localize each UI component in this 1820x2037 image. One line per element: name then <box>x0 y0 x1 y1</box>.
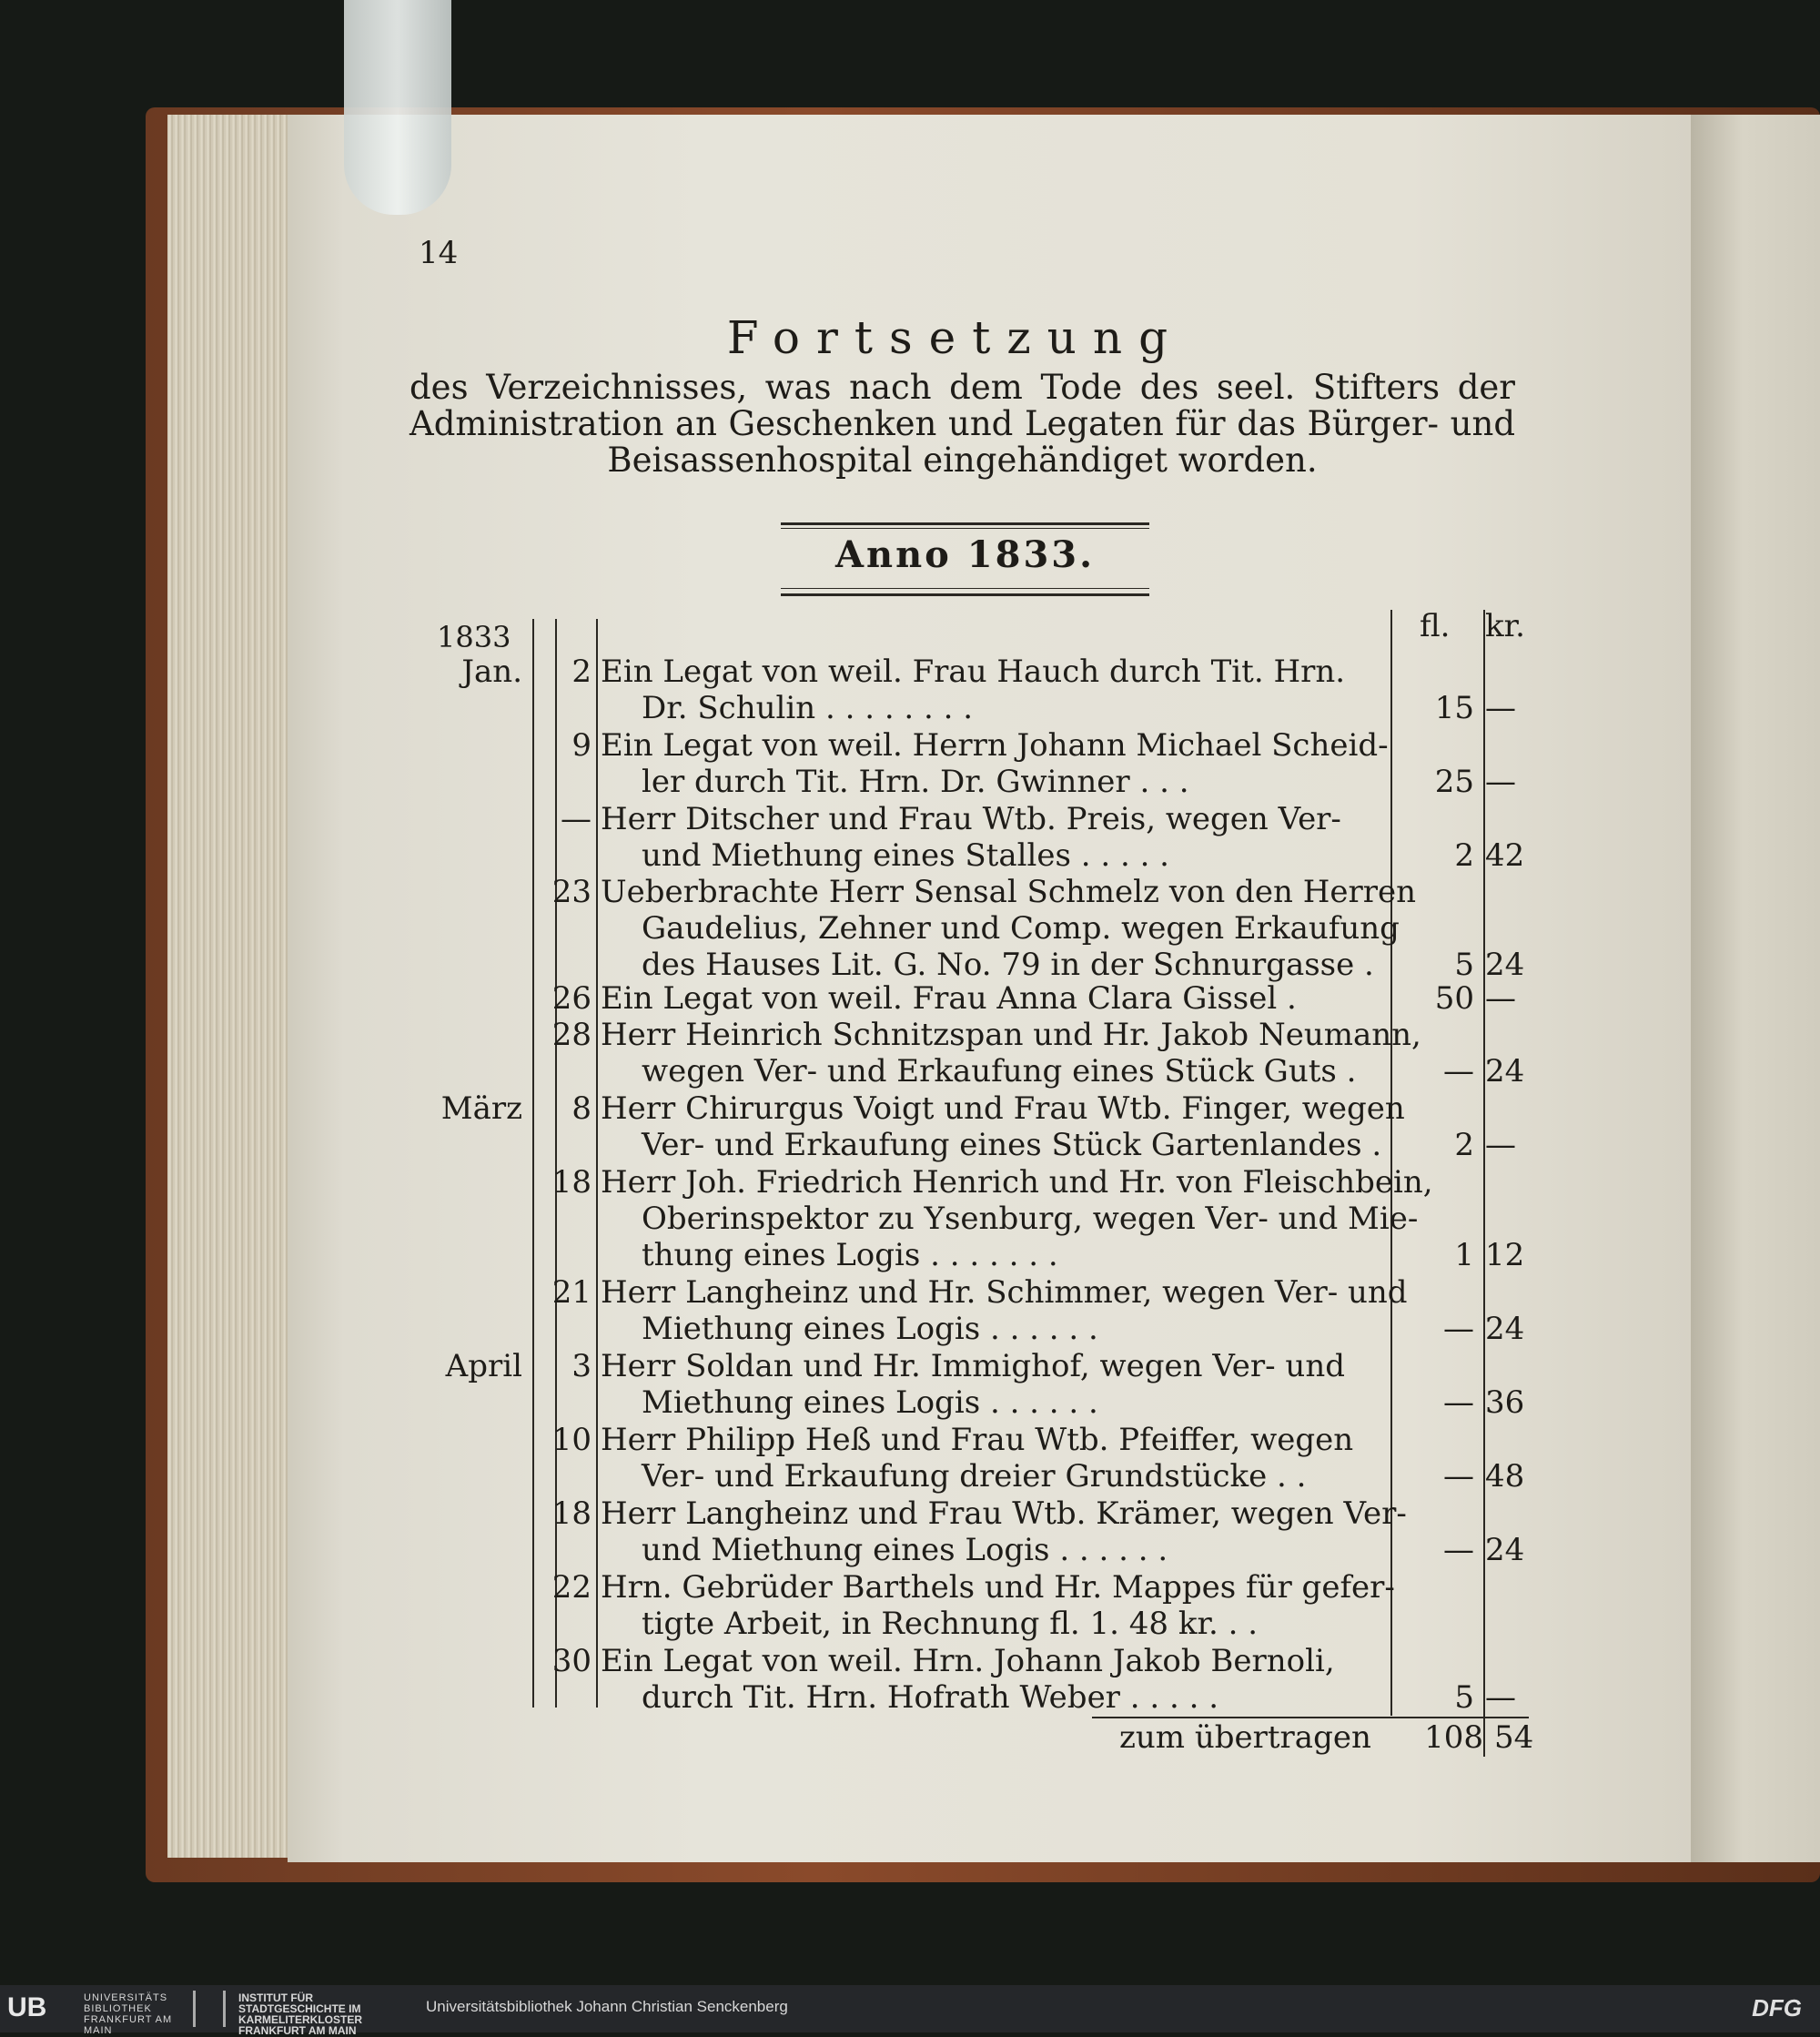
bookmark-clip <box>344 0 451 215</box>
entry-description <box>601 1164 1433 1273</box>
page-edges <box>167 115 304 1858</box>
entry-line: Herr Ditscher und Frau Wtb. Preis, wegen Ver- <box>601 801 1341 837</box>
entry-description <box>601 980 1379 1017</box>
entry-day: 18 <box>551 1164 592 1201</box>
entry-line: Herr Soldan und Hr. Immighof, wegen Ver- und <box>601 1348 1345 1384</box>
entry-line: Ein Legat von weil. Frau Anna Clara Gissel . <box>601 980 1297 1017</box>
entry-day: 10 <box>551 1422 592 1458</box>
entry-fl: 1 <box>1454 1237 1474 1273</box>
heading-rule-bottom-thin <box>781 588 1149 589</box>
carry-forward-kr: 54 <box>1494 1719 1534 1756</box>
entry-day: 9 <box>571 727 592 764</box>
entry-line: ler durch Tit. Hrn. Dr. Gwinner . . . <box>642 764 1189 800</box>
isg-logo-icon <box>193 1991 226 2027</box>
page-subtitle: des Verzeichnisses, was nach dem Tode des seel. Stifters der Administration an Geschenken und Legaten für das Bürger- und Beisassenhospital eingehändiget worden. <box>410 368 1515 480</box>
entry-fl: 2 <box>1454 1127 1474 1163</box>
entry-line: Herr Langheinz und Hr. Schimmer, wegen Ver- und <box>601 1274 1408 1311</box>
entry-line: und Miethung eines Stalles . . . . . <box>642 837 1169 874</box>
entry-fl: — <box>1443 1311 1474 1347</box>
entry-line: Ver- und Erkaufung dreier Grundstücke . . <box>642 1458 1307 1495</box>
entry-kr: 42 <box>1485 837 1525 874</box>
entry-kr: — <box>1485 764 1516 800</box>
entry-description <box>601 874 1416 983</box>
entry-line: Oberinspektor zu Ysenburg, wegen Ver- und Mie- <box>642 1201 1419 1237</box>
entry-line: Ein Legat von weil. Hrn. Johann Jakob Bernoli, <box>601 1643 1335 1679</box>
dfg-logo[interactable]: DFG <box>1752 1994 1802 2022</box>
year-label: 1833 <box>437 620 511 654</box>
entry-description <box>601 1569 1395 1642</box>
entry-line: Miethung eines Logis . . . . . . <box>642 1311 1098 1347</box>
entry-fl: 5 <box>1454 947 1474 983</box>
entry-day: — <box>561 801 592 837</box>
table-line-desc <box>596 619 598 1708</box>
entry-line: Herr Langheinz und Frau Wtb. Krämer, wegen Ver- <box>601 1495 1407 1532</box>
entry-kr: 12 <box>1485 1237 1525 1273</box>
footer-bar <box>0 1985 1820 2037</box>
entry-line: durch Tit. Hrn. Hofrath Weber . . . . . <box>642 1679 1219 1716</box>
institution-name[interactable]: Universitätsbibliothek Johann Christian Senckenberg <box>426 1998 788 2015</box>
page-number: 14 <box>419 235 459 271</box>
carry-forward-label: zum übertragen <box>1119 1719 1371 1756</box>
entry-description <box>601 1422 1379 1495</box>
entry-description <box>601 1017 1421 1089</box>
table-line-month <box>532 619 534 1708</box>
entry-description <box>601 1643 1379 1716</box>
entry-day: 28 <box>551 1017 592 1053</box>
entry-day: 21 <box>551 1274 592 1311</box>
entry-day: 8 <box>571 1090 592 1127</box>
entry-fl: — <box>1443 1053 1474 1089</box>
entry-kr: 36 <box>1485 1384 1525 1421</box>
entry-line: Hrn. Gebrüder Barthels und Hr. Mappes für gefer- <box>601 1569 1395 1606</box>
carry-forward-fl: 108 <box>1424 1719 1483 1756</box>
entry-line: Gaudelius, Zehner und Comp. wegen Erkaufung <box>642 910 1400 947</box>
entry-day: 3 <box>571 1348 592 1384</box>
entry-description <box>601 1090 1405 1163</box>
entry-line: und Miethung eines Logis . . . . . . <box>642 1532 1168 1568</box>
entry-line: thung eines Logis . . . . . . . <box>642 1237 1058 1273</box>
entry-day: 30 <box>551 1643 592 1679</box>
table-sum-rule <box>1092 1717 1529 1718</box>
facing-page-edge <box>1691 115 1820 1862</box>
entry-line: Miethung eines Logis . . . . . . <box>642 1384 1098 1421</box>
heading-rule-top-thin <box>781 528 1149 529</box>
entry-day: 2 <box>571 654 592 690</box>
isg-logo-text[interactable]: INSTITUT FÜR STADTGESCHICHTE IM KARMELITERKLOSTER FRANKFURT AM MAIN <box>238 1991 362 2037</box>
entry-line: Ein Legat von weil. Frau Hauch durch Tit. Hrn. <box>601 654 1346 690</box>
entry-fl: — <box>1443 1532 1474 1568</box>
entry-kr: 24 <box>1485 1311 1525 1347</box>
entry-line: Herr Heinrich Schnitzspan und Hr. Jakob Neumann, <box>601 1017 1421 1053</box>
column-header-fl: fl. <box>1420 608 1451 644</box>
entry-line: Ueberbrachte Herr Sensal Schmelz von den Herren <box>601 874 1416 910</box>
heading-rule-top <box>781 522 1149 525</box>
entry-description <box>601 727 1389 800</box>
entry-day: 26 <box>551 980 592 1017</box>
entry-fl: 2 <box>1454 837 1474 874</box>
ub-logo-text: UNIVERSITÄTS BIBLIOTHEK FRANKFURT AM MAIN <box>84 1992 173 2036</box>
entry-line: Herr Joh. Friedrich Henrich und Hr. von Fleischbein, <box>601 1164 1433 1201</box>
entry-line: tigte Arbeit, in Rechnung fl. 1. 48 kr. . . <box>642 1606 1259 1642</box>
entry-line: Dr. Schulin . . . . . . . . <box>642 690 974 726</box>
entry-fl: — <box>1443 1384 1474 1421</box>
entry-description <box>601 1274 1408 1347</box>
entry-line: des Hauses Lit. G. No. 79 in der Schnurgasse . <box>642 947 1374 983</box>
year-heading: Anno 1833. <box>834 533 1096 576</box>
entry-day: 23 <box>551 874 592 910</box>
entry-kr: — <box>1485 690 1516 726</box>
entry-fl: 15 <box>1434 690 1474 726</box>
heading-rule-bottom <box>781 593 1149 596</box>
entry-day: 18 <box>551 1495 592 1532</box>
entry-description <box>601 1348 1379 1421</box>
entry-description <box>601 654 1379 726</box>
entry-month: März <box>440 1090 522 1127</box>
entry-description <box>601 1495 1407 1568</box>
entry-line: Ver- und Erkaufung eines Stück Gartenlandes . <box>642 1127 1382 1163</box>
entry-line: Herr Philipp Heß und Frau Wtb. Pfeiffer, wegen <box>601 1422 1354 1458</box>
ub-logo[interactable]: UB <box>7 1992 47 2022</box>
entry-line: wegen Ver- und Erkaufung eines Stück Guts . <box>642 1053 1357 1089</box>
entry-kr: — <box>1485 1127 1516 1163</box>
entry-description <box>601 801 1379 874</box>
entry-fl: 25 <box>1434 764 1474 800</box>
column-header-kr: kr. <box>1485 608 1525 644</box>
table-line-day <box>555 619 557 1708</box>
entry-kr: — <box>1485 980 1516 1017</box>
page-title: Fortsetzung <box>726 311 1185 364</box>
entry-fl: 50 <box>1434 980 1474 1017</box>
entry-day: 22 <box>551 1569 592 1606</box>
entry-month: Jan. <box>461 654 522 690</box>
entry-fl: 5 <box>1454 1679 1474 1716</box>
entry-kr: 24 <box>1485 947 1525 983</box>
entry-kr: 48 <box>1485 1458 1525 1495</box>
entry-line: Ein Legat von weil. Herrn Johann Michael Scheid- <box>601 727 1389 764</box>
entry-kr: — <box>1485 1679 1516 1716</box>
entry-month: April <box>445 1348 522 1384</box>
entry-kr: 24 <box>1485 1532 1525 1568</box>
entry-fl: — <box>1443 1458 1474 1495</box>
entry-kr: 24 <box>1485 1053 1525 1089</box>
entry-line: Herr Chirurgus Voigt und Frau Wtb. Finger, wegen <box>601 1090 1405 1127</box>
